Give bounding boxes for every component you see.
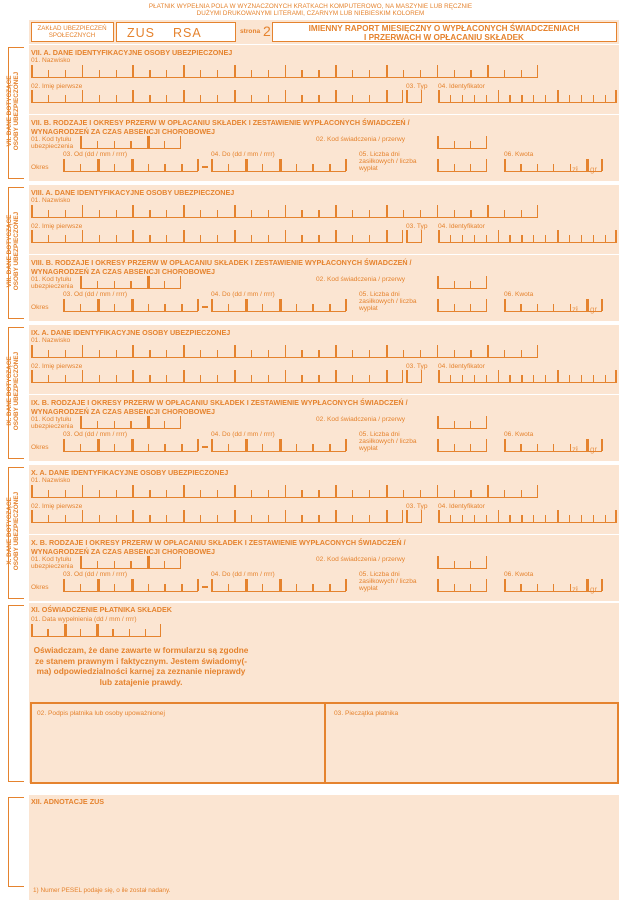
page-label: strona (240, 28, 261, 35)
zloty-unit: zł (572, 585, 578, 594)
title-code-label-line-1: 01. Kod tytułu (31, 136, 72, 143)
days-field[interactable] (437, 580, 487, 592)
date-from-field[interactable] (63, 300, 198, 312)
zus-box (116, 22, 236, 42)
date-range-dash (202, 586, 208, 588)
instruction-line-1: PŁATNIK WYPEŁNIA POLA W WYZNACZONYCH KRATKACH KOMPUTEROWO, NA MASZYNIE LUB RĘCZNIE (148, 3, 473, 10)
type-label: 03. Typ (406, 363, 428, 370)
title-code-label-line-1: 01. Kod tytułu (31, 276, 72, 283)
section-side-label-line-2: OSOBY UBEZPIECZONEJ (13, 351, 21, 431)
amount-label: 06. Kwota (504, 431, 534, 438)
stamp-field[interactable] (328, 722, 616, 780)
zloty-unit: zł (572, 445, 578, 454)
annotations-title: XII. ADNOTACJE ZUS (31, 797, 105, 806)
title-code-label-line-2: ubezpieczenia (31, 283, 74, 290)
date-to-field[interactable] (211, 440, 346, 452)
identifier-field[interactable] (438, 511, 617, 523)
type-field[interactable] (406, 511, 422, 523)
date-from-field[interactable] (63, 580, 198, 592)
date-range-dash (202, 166, 208, 168)
first-name-label: 02. Imię pierwsze (31, 503, 83, 510)
period-label: Okres (31, 444, 49, 451)
title-code-field[interactable] (80, 417, 181, 429)
benefit-code-field[interactable] (437, 417, 487, 429)
fill-date-field[interactable] (31, 625, 161, 637)
title-code-field[interactable] (80, 277, 181, 289)
type-field[interactable] (406, 231, 422, 243)
surname-field[interactable] (31, 486, 538, 498)
type-field[interactable] (406, 91, 422, 103)
grosz-unit: gr (590, 445, 598, 454)
signature-divider (324, 703, 326, 783)
surname-label: 01. Nazwisko (31, 197, 71, 204)
benefit-code-label: 02. Kod świadczenia / przerwy (316, 136, 406, 143)
days-label-line-1: 05. Liczba dni (359, 431, 400, 438)
institution-line-2: SPOŁECZNYCH (48, 32, 96, 39)
amount-label: 06. Kwota (504, 571, 534, 578)
benefit-code-field[interactable] (437, 277, 487, 289)
declaration-statement: Oświadczam, że dane zawarte w formularzu są zgodne ze stanem prawnym i faktycznym. Jestem świadomy(-ma) odpowiedzialności karnej za zeznanie nieprawdy lub zatajenie prawdy. (33, 645, 249, 687)
days-label-line-2: zasiłkowych / liczba (359, 438, 417, 445)
benefit-code-field[interactable] (437, 137, 487, 149)
section-a-title: VII. A. DANE IDENTYFIKACYJNE OSOBY UBEZPIECZONEJ (31, 48, 233, 57)
form-title-line-2: I PRZERWACH W OPŁACANIU SKŁADEK (364, 33, 524, 42)
section-side-label-line-1: VII. DANE DOTYCZĄCE (6, 75, 13, 147)
section-side-label-line-2: OSOBY UBEZPIECZONEJ (13, 491, 21, 571)
section-b-title-line-1: X. B. RODZAJE I OKRESY PRZERW W OPŁACANIU SKŁADEK I ZESTAWIENIE WYPŁACONYCH ŚWIADCZEŃ / (31, 538, 406, 547)
date-to-label: 04. Do (dd / mm / rrrr) (211, 291, 275, 298)
section-side-label (6, 206, 21, 296)
section-side-label-line-2: OSOBY UBEZPIECZONEJ (13, 71, 21, 151)
date-from-field[interactable] (63, 440, 198, 452)
date-to-field[interactable] (211, 300, 346, 312)
zus-label: ZUS (127, 26, 155, 40)
surname-field[interactable] (31, 346, 538, 358)
amount-label: 06. Kwota (504, 151, 534, 158)
title-code-field[interactable] (80, 137, 181, 149)
amount-field[interactable] (504, 300, 602, 312)
form-title-line-1: IMIENNY RAPORT MIESIĘCZNY O WYPŁACONYCH ŚWIADCZENIACH (308, 24, 580, 33)
surname-label: 01. Nazwisko (31, 337, 71, 344)
date-to-label: 04. Do (dd / mm / rrrr) (211, 151, 275, 158)
type-label: 03. Typ (406, 503, 428, 510)
date-to-field[interactable] (211, 160, 346, 172)
first-name-label: 02. Imię pierwsze (31, 223, 83, 230)
type-label: 03. Typ (406, 83, 428, 90)
benefit-code-label: 02. Kod świadczenia / przerwy (316, 556, 406, 563)
section-b-title-line-2: WYNAGRODZEŃ ZA CZAS ABSENCJI CHOROBOWEJ (31, 547, 215, 556)
section-a-title: X. A. DANE IDENTYFIKACYJNE OSOBY UBEZPIECZONEJ (31, 468, 229, 477)
section-side-label (6, 486, 21, 576)
section-a-title: VIII. A. DANE IDENTYFIKACYJNE OSOBY UBEZPIECZONEJ (31, 188, 235, 197)
section-side-label-line-1: IX. DANE DOTYCZĄCE (6, 356, 13, 426)
benefit-code-label: 02. Kod świadczenia / przerwy (316, 416, 406, 423)
footnote: 1) Numer PESEL podaje się, o ile został nadany. (33, 887, 171, 894)
first-name-field[interactable] (31, 231, 403, 243)
days-label-line-2: zasiłkowych / liczba (359, 158, 417, 165)
annotations-bracket (8, 797, 24, 887)
date-range-dash (202, 446, 208, 448)
identifier-label: 04. Identyfikator (438, 83, 485, 90)
date-to-field[interactable] (211, 580, 346, 592)
section-b-title-line-1: VII. B. RODZAJE I OKRESY PRZERW W OPŁACANIU SKŁADEK I ZESTAWIENIE WYPŁACONYCH ŚWIADCZEŃ / (31, 118, 410, 127)
days-label-line-1: 05. Liczba dni (359, 151, 400, 158)
identifier-label: 04. Identyfikator (438, 503, 485, 510)
date-from-label: 03. Od (dd / mm / rrrr) (63, 151, 128, 158)
identifier-field[interactable] (438, 371, 617, 383)
section-b-title-line-2: WYNAGRODZEŃ ZA CZAS ABSENCJI CHOROBOWEJ (31, 407, 215, 416)
title-code-label-line-1: 01. Kod tytułu (31, 416, 72, 423)
title-code-field[interactable] (80, 557, 181, 569)
days-label-line-3: wypłat (359, 445, 378, 452)
declaration-title: XI. OŚWIADCZENIE PŁATNIKA SKŁADEK (31, 605, 172, 614)
period-label: Okres (31, 584, 49, 591)
page-number: 2 (263, 23, 271, 39)
signature-label: 02. Podpis płatnika lub osoby upoważnionej (37, 710, 165, 717)
section-side-label-line-1: VIII. DANE DOTYCZĄCE (6, 214, 13, 288)
zloty-unit: zł (572, 165, 578, 174)
date-from-label: 03. Od (dd / mm / rrrr) (63, 571, 128, 578)
period-label: Okres (31, 304, 49, 311)
section-side-label-line-1: X. DANE DOTYCZĄCE (6, 497, 13, 565)
days-label-line-1: 05. Liczba dni (359, 571, 400, 578)
surname-label: 01. Nazwisko (31, 57, 71, 64)
title-code-label-line-2: ubezpieczenia (31, 143, 74, 150)
signature-field[interactable] (33, 722, 321, 780)
amount-field[interactable] (504, 160, 602, 172)
title-box (272, 22, 617, 42)
days-label-line-3: wypłat (359, 585, 378, 592)
first-name-field[interactable] (31, 511, 403, 523)
date-from-label: 03. Od (dd / mm / rrrr) (63, 431, 128, 438)
surname-label: 01. Nazwisko (31, 477, 71, 484)
amount-field[interactable] (504, 580, 602, 592)
zloty-unit: zł (572, 305, 578, 314)
date-to-label: 04. Do (dd / mm / rrrr) (211, 571, 275, 578)
identifier-field[interactable] (438, 231, 617, 243)
first-name-label: 02. Imię pierwsze (31, 363, 83, 370)
grosz-unit: gr (590, 165, 598, 174)
days-label-line-3: wypłat (359, 165, 378, 172)
first-name-field[interactable] (31, 91, 403, 103)
days-label-line-1: 05. Liczba dni (359, 291, 400, 298)
days-field[interactable] (437, 160, 487, 172)
first-name-field[interactable] (31, 371, 403, 383)
section-side-label (6, 346, 21, 436)
amount-label: 06. Kwota (504, 291, 534, 298)
fill-date-label: 01. Data wypełnienia (dd / mm / rrrr) (31, 616, 137, 623)
annotations-panel (29, 795, 619, 900)
benefit-code-label: 02. Kod świadczenia / przerwy (316, 276, 406, 283)
identifier-label: 04. Identyfikator (438, 223, 485, 230)
identifier-field[interactable] (438, 91, 617, 103)
section-b-title-line-2: WYNAGRODZEŃ ZA CZAS ABSENCJI CHOROBOWEJ (31, 127, 215, 136)
benefit-code-field[interactable] (437, 557, 487, 569)
surname-field[interactable] (31, 206, 538, 218)
date-from-label: 03. Od (dd / mm / rrrr) (63, 291, 128, 298)
first-name-label: 02. Imię pierwsze (31, 83, 83, 90)
amount-field[interactable] (504, 440, 602, 452)
title-code-label-line-1: 01. Kod tytułu (31, 556, 72, 563)
days-label-line-3: wypłat (359, 305, 378, 312)
section-a-title: IX. A. DANE IDENTYFIKACYJNE OSOBY UBEZPIECZONEJ (31, 328, 231, 337)
section-side-label-line-2: OSOBY UBEZPIECZONEJ (13, 211, 21, 291)
institution-line-1: ZAKŁAD UBEZPIECZEŃ (37, 25, 107, 32)
grosz-unit: gr (590, 305, 598, 314)
section-b-title-line-1: IX. B. RODZAJE I OKRESY PRZERW W OPŁACANIU SKŁADEK I ZESTAWIENIE WYPŁACONYCH ŚWIADCZEŃ / (31, 398, 408, 407)
period-label: Okres (31, 164, 49, 171)
days-label-line-2: zasiłkowych / liczba (359, 298, 417, 305)
date-range-dash (202, 306, 208, 308)
section-b-title-line-1: VIII. B. RODZAJE I OKRESY PRZERW W OPŁACANIU SKŁADEK I ZESTAWIENIE WYPŁACONYCH ŚWIADCZEŃ / (31, 258, 412, 267)
days-field[interactable] (437, 300, 487, 312)
form-code: RSA (173, 26, 202, 40)
stamp-label: 03. Pieczątka płatnika (334, 710, 399, 717)
days-field[interactable] (437, 440, 487, 452)
declaration-bracket (8, 605, 24, 782)
section-side-label (6, 66, 21, 156)
title-code-label-line-2: ubezpieczenia (31, 563, 74, 570)
surname-field[interactable] (31, 66, 538, 78)
date-to-label: 04. Do (dd / mm / rrrr) (211, 431, 275, 438)
institution-box (31, 22, 114, 42)
days-label-line-2: zasiłkowych / liczba (359, 578, 417, 585)
date-from-field[interactable] (63, 160, 198, 172)
title-code-label-line-2: ubezpieczenia (31, 423, 74, 430)
section-b-title-line-2: WYNAGRODZEŃ ZA CZAS ABSENCJI CHOROBOWEJ (31, 267, 215, 276)
grosz-unit: gr (590, 585, 598, 594)
type-label: 03. Typ (406, 223, 428, 230)
instruction-line-2: DUŻYMI DRUKOWANYMI LITERAMI, CZARNYM LUB NIEBIESKIM KOLOREM (196, 10, 425, 17)
identifier-label: 04. Identyfikator (438, 363, 485, 370)
type-field[interactable] (406, 371, 422, 383)
